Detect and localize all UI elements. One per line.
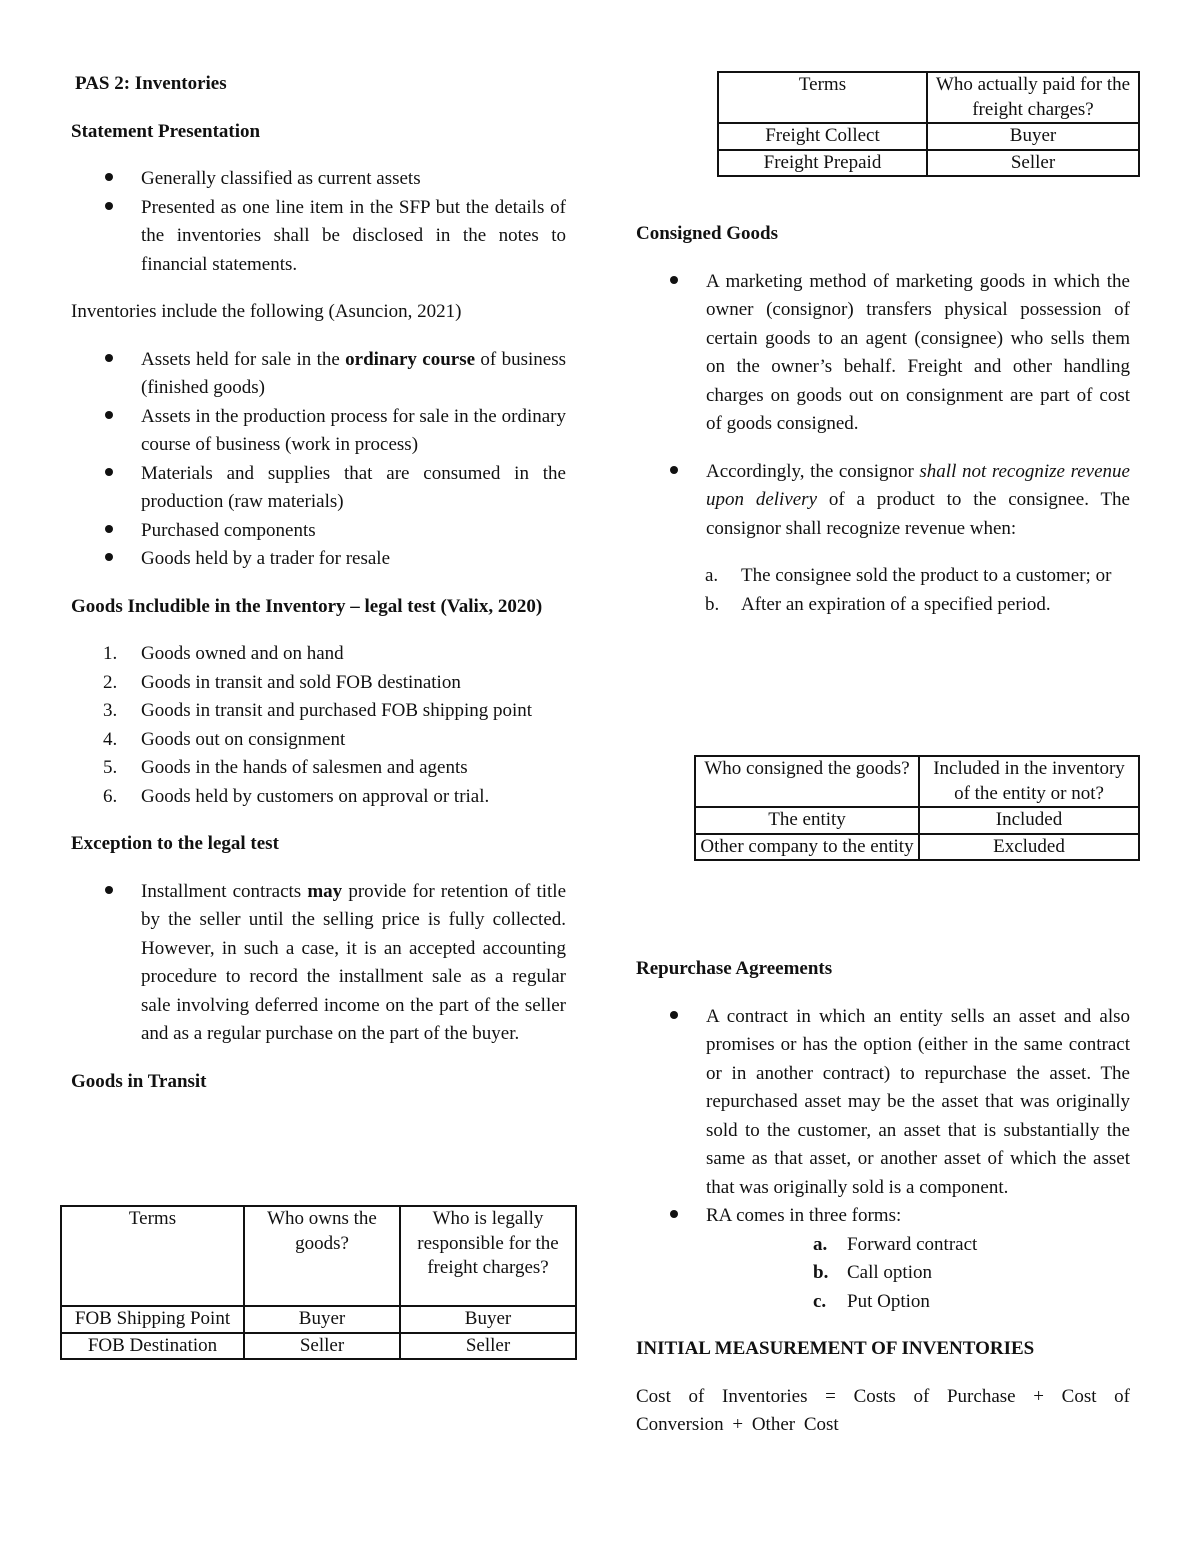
consigned-section [636,220,1130,619]
statement-presentation-heading: Statement Presentation [71,120,261,142]
table-row [695,834,1139,861]
list-item-emphasis: may [307,880,343,902]
exception-list [71,878,566,1049]
list-number: 6. [103,785,118,807]
consigned-sublist [636,562,1130,619]
list-item [636,562,1130,591]
table-cell: Seller [927,150,1139,177]
list-number: 4. [103,728,118,750]
table-header-cell: Who consigned the goods? [695,756,919,807]
goods-in-transit-table [60,1205,577,1360]
list-item [71,669,566,698]
left-column [71,70,566,1096]
table-cell: Freight Prepaid [718,150,927,177]
table-row [718,123,1139,150]
list-number: 2. [103,671,118,693]
list-item [71,697,566,726]
list-item [71,754,566,783]
list-item-text: Goods owned and on hand [141,643,344,664]
table-cell: Excluded [919,834,1139,861]
list-item-text: Goods out on consignment [141,728,346,750]
list-number: 5. [103,757,118,778]
list-item [71,640,566,669]
list-item [636,1259,1130,1288]
repurchase-list [636,1003,1130,1231]
table-cell: Other company to the entity [695,834,919,861]
inventories-include-intro: Inventories include the following (Asuncion, 2021) [71,301,462,322]
list-item: Presented as one line item in the SFP but the details of the inventories shall be disclosed in the notes to financial statements. [71,194,566,280]
table-header-row [61,1206,576,1306]
consigned-list [636,268,1130,544]
list-item: RA comes in three forms: [636,1202,1130,1231]
list-item-emphasis: ordinary course [345,348,476,370]
list-item-text: Goods held by customers on approval or trial. [141,785,490,807]
list-item-text: Put Option [847,1290,930,1312]
list-item: Purchased components [71,517,566,546]
table-row [695,807,1139,834]
table-row [61,1306,576,1333]
list-item: Assets in the production process for sale in the ordinary course of business (work in process) [71,403,566,460]
list-item-text: After an expiration of a specified period. [741,593,1051,615]
table-row [718,150,1139,177]
list-item [636,1231,1130,1260]
list-item-text: Goods in the hands of salesmen and agents [141,757,468,778]
document-title: PAS 2: Inventories [75,73,227,94]
list-letter: b. [813,1262,829,1283]
list-number: 3. [103,700,118,721]
list-letter: c. [813,1290,827,1312]
list-item-text: Call option [847,1262,932,1283]
freight-table [717,71,1140,177]
table-cell: The entity [695,807,919,834]
table-header-row [718,72,1139,123]
list-item-text: Forward contract [847,1233,978,1255]
table-header-row [695,756,1139,807]
list-item [71,783,566,812]
list-item-text: of business (finished goods) [141,348,566,398]
list-item: A marketing method of marketing goods in which the owner (consignor) transfers physical possession of certain goods to an agent (consignee) who sells them on the owner’s behalf. Freight and other handling charges on goods out on consignment are part of cost of goods consigned. [636,268,1130,439]
list-item-text: Assets held for sale in the [141,348,346,370]
inventories-include-list [71,346,566,574]
list-item [636,591,1130,620]
legal-test-list [71,640,566,811]
table-header-cell: Who actually paid for the freight charges? [927,72,1139,123]
list-item: Goods held by a trader for resale [71,545,566,574]
list-letter: a. [705,565,719,586]
table-cell: FOB Shipping Point [61,1306,244,1333]
list-letter: b. [705,593,720,615]
list-item [71,878,566,1049]
table-header-cell: Included in the inventory of the entity or not? [919,756,1139,807]
list-item: Generally classified as current assets [71,165,566,194]
table-cell: Buyer [400,1306,576,1333]
table-cell: FOB Destination [61,1333,244,1360]
cost-formula: Cost of Inventories = Costs of Purchase + Cost of Conversion + Other Cost [636,1385,1130,1435]
list-item-text: Accordingly, the consignor [706,460,920,482]
table-cell: Seller [244,1333,400,1360]
list-item: A contract in which an entity sells an asset and also promises or has the option (either in the same contract or in another contract) to repurchase the asset. The repurchased asset may be the asset that was originally sold to the customer, an asset that is substantially the same as that asset, or another asset of which the asset that was originally sold is a component. [636,1003,1130,1203]
table-header-cell: Terms [61,1206,244,1306]
statement-presentation-list [71,165,566,279]
list-letter: a. [813,1233,828,1255]
list-item [636,458,1130,544]
list-item [636,1288,1130,1317]
consignment-table [694,755,1140,861]
table-row [61,1333,576,1360]
table-cell: Buyer [927,123,1139,150]
list-item-text: Goods in transit and purchased FOB shipping point [141,700,533,721]
table-header-cell: Terms [718,72,927,123]
repurchase-agreements-heading: Repurchase Agreements [636,958,833,979]
table-cell: Buyer [244,1306,400,1333]
legal-test-heading: Goods Includible in the Inventory – legal test (Valix, 2020) [71,595,543,617]
list-item-text: of a product to the consignee. The consignor shall recognize revenue when: [706,489,1130,539]
list-item-text: provide for retention of title by the seller until the selling price is fully collected. However, in such a case, it is an accepted accounting procedure to record the installment sale as a regular sale involving deferred income on the part of the seller and as a regular purchase on the part of the buyer. [141,880,567,1044]
goods-in-transit-heading: Goods in Transit [71,1070,207,1092]
list-item [71,726,566,755]
list-item-emphasis: shall not recognize revenue upon delivery [706,460,1130,510]
list-item-text: Goods in transit and sold FOB destination [141,671,461,693]
table-header-cell: Who is legally responsible for the freight charges? [400,1206,576,1306]
list-item-text: The consignee sold the product to a customer; or [741,565,1112,586]
list-item [71,346,566,403]
repurchase-forms-list [636,1231,1130,1317]
consigned-goods-heading: Consigned Goods [636,223,779,244]
table-cell: Included [919,807,1139,834]
repurchase-section [636,955,1130,1440]
table-header-cell: Who owns the goods? [244,1206,400,1306]
list-number: 1. [103,643,118,664]
exception-heading: Exception to the legal test [71,833,279,854]
table-cell: Freight Collect [718,123,927,150]
table-cell: Seller [400,1333,576,1360]
list-item-text: Installment contracts [141,880,308,902]
initial-measurement-heading: INITIAL MEASUREMENT OF INVENTORIES [636,1338,1035,1359]
list-item: Materials and supplies that are consumed in the production (raw materials) [71,460,566,517]
